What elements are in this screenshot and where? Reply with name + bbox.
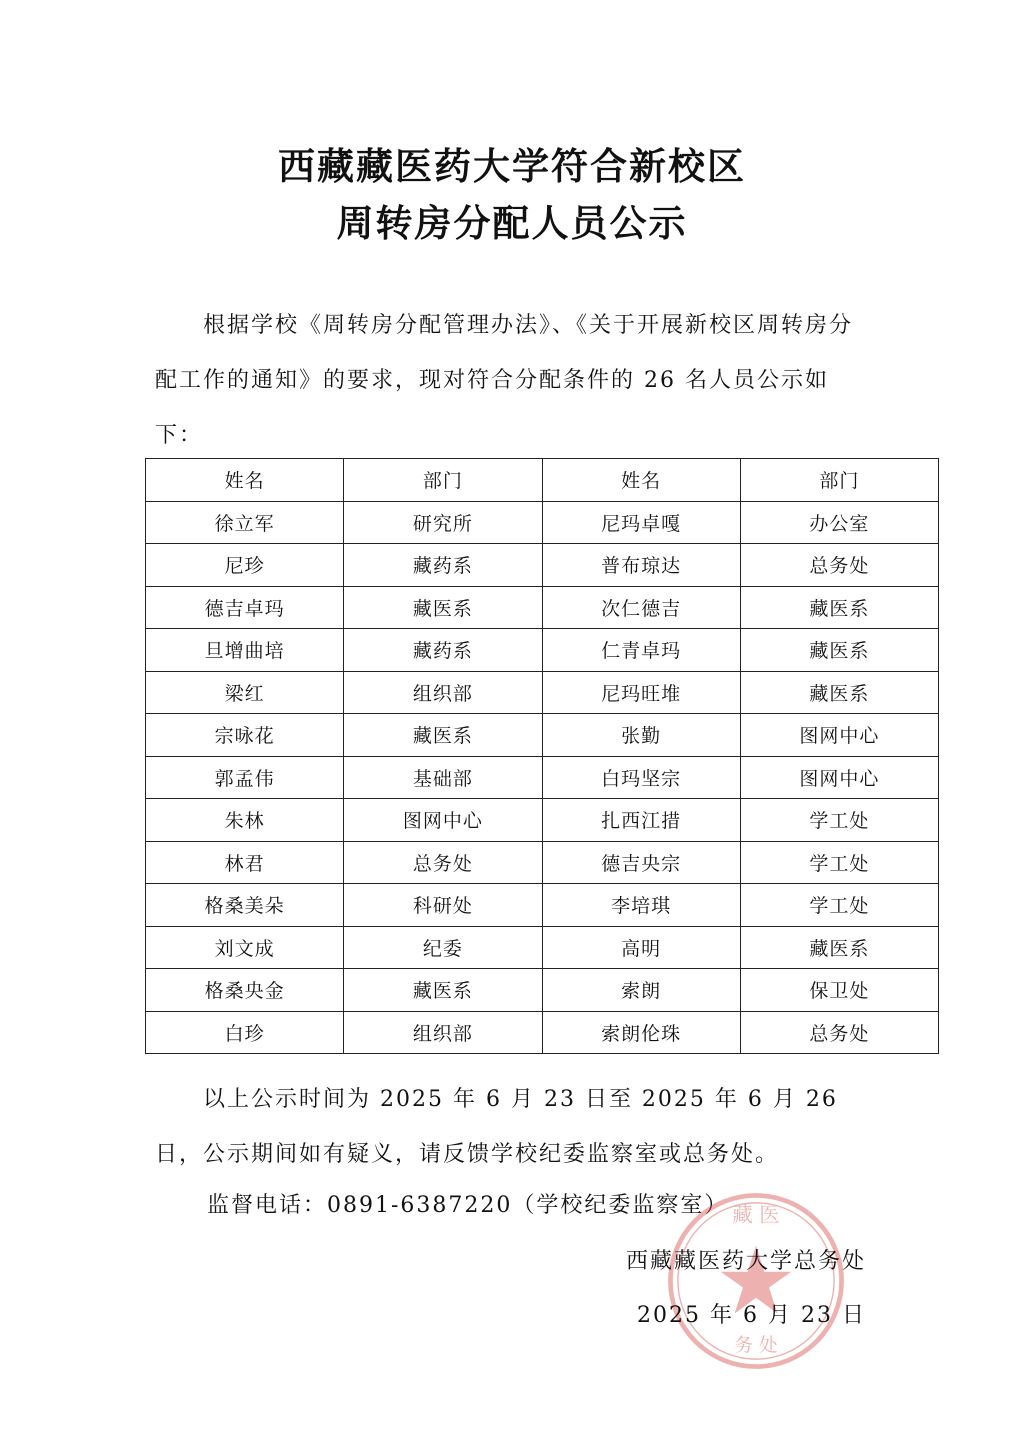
cell-department: 图网中心 xyxy=(740,714,938,757)
period-notice: 以上公示时间为 2025 年 6 月 23 日至 2025 年 6 月 26 日，公示期间如有疑义，请反馈学校纪委监察室或总务处。 xyxy=(155,1087,838,1167)
cell-department: 总务处 xyxy=(740,544,938,587)
table-row xyxy=(146,714,939,757)
cell-department: 基础部 xyxy=(344,756,542,799)
table-row xyxy=(146,629,939,672)
cell-name: 尼玛卓嘎 xyxy=(542,501,740,544)
table-row xyxy=(146,671,939,714)
cell-department: 藏医系 xyxy=(344,969,542,1012)
cell-department: 藏医系 xyxy=(740,926,938,969)
signature-date: 2025 年 6 月 23 日 xyxy=(637,1303,866,1328)
cell-department: 研究所 xyxy=(344,501,542,544)
allocation-table xyxy=(145,458,939,1054)
cell-name: 张勤 xyxy=(542,714,740,757)
cell-name: 扎西江措 xyxy=(542,799,740,842)
cell-name: 普布琼达 xyxy=(542,544,740,587)
header-dept-2: 部门 xyxy=(740,459,938,502)
cell-department: 学工处 xyxy=(740,884,938,927)
table-row xyxy=(146,884,939,927)
cell-name: 白珍 xyxy=(146,1011,344,1054)
cell-department: 学工处 xyxy=(740,799,938,842)
table-row xyxy=(146,756,939,799)
cell-name: 索朗 xyxy=(542,969,740,1012)
svg-text:务 处: 务 处 xyxy=(734,1335,778,1357)
cell-department: 总务处 xyxy=(344,841,542,884)
cell-name: 林君 xyxy=(146,841,344,884)
table-header-row xyxy=(146,459,939,502)
header-name-1: 姓名 xyxy=(146,459,344,502)
cell-department: 图网中心 xyxy=(740,756,938,799)
cell-name: 徐立军 xyxy=(146,501,344,544)
cell-name: 尼玛旺堆 xyxy=(542,671,740,714)
cell-name: 德吉央宗 xyxy=(542,841,740,884)
cell-name: 郭孟伟 xyxy=(146,756,344,799)
signature-org: 西藏藏医药大学总务处 xyxy=(625,1249,866,1274)
cell-department: 办公室 xyxy=(740,501,938,544)
table-row xyxy=(146,1011,939,1054)
table-row xyxy=(146,501,939,544)
cell-department: 总务处 xyxy=(740,1011,938,1054)
document-title-line-1: 西藏藏医药大学符合新校区 xyxy=(278,145,746,188)
supervision-phone: 监督电话：0891-6387220（学校纪委监察室） xyxy=(207,1193,729,1218)
cell-name: 刘文成 xyxy=(146,926,344,969)
cell-department: 藏医系 xyxy=(740,586,938,629)
cell-department: 组织部 xyxy=(344,671,542,714)
table-row xyxy=(146,799,939,842)
cell-name: 宗咏花 xyxy=(146,714,344,757)
table-row xyxy=(146,544,939,587)
cell-name: 次仁德吉 xyxy=(542,586,740,629)
cell-name: 格桑央金 xyxy=(146,969,344,1012)
cell-department: 组织部 xyxy=(344,1011,542,1054)
cell-department: 藏药系 xyxy=(344,629,542,672)
table-row xyxy=(146,586,939,629)
cell-name: 旦增曲培 xyxy=(146,629,344,672)
table-row xyxy=(146,841,939,884)
header-name-2: 姓名 xyxy=(542,459,740,502)
cell-name: 格桑美朵 xyxy=(146,884,344,927)
cell-department: 保卫处 xyxy=(740,969,938,1012)
intro-paragraph: 根据学校《周转房分配管理办法》、《关于开展新校区周转房分配工作的通知》的要求，现对符合分配条件的 26 名人员公示如下： xyxy=(155,313,854,448)
cell-department: 藏医系 xyxy=(740,671,938,714)
cell-name: 朱林 xyxy=(146,799,344,842)
cell-department: 科研处 xyxy=(344,884,542,927)
cell-department: 学工处 xyxy=(740,841,938,884)
cell-department: 藏医系 xyxy=(344,586,542,629)
cell-department: 藏医系 xyxy=(344,714,542,757)
cell-name: 德吉卓玛 xyxy=(146,586,344,629)
table-row xyxy=(146,969,939,1012)
svg-text:藏 医: 藏 医 xyxy=(732,1202,780,1227)
cell-department: 纪委 xyxy=(344,926,542,969)
cell-name: 索朗伦珠 xyxy=(542,1011,740,1054)
header-dept-1: 部门 xyxy=(344,459,542,502)
cell-name: 尼珍 xyxy=(146,544,344,587)
cell-name: 白玛坚宗 xyxy=(542,756,740,799)
document-title-line-2: 周转房分配人员公示 xyxy=(336,202,688,245)
cell-name: 仁青卓玛 xyxy=(542,629,740,672)
cell-department: 藏药系 xyxy=(344,544,542,587)
cell-name: 高明 xyxy=(542,926,740,969)
cell-department: 图网中心 xyxy=(344,799,542,842)
cell-name: 梁红 xyxy=(146,671,344,714)
table-row xyxy=(146,926,939,969)
cell-department: 藏医系 xyxy=(740,629,938,672)
cell-name: 李培琪 xyxy=(542,884,740,927)
